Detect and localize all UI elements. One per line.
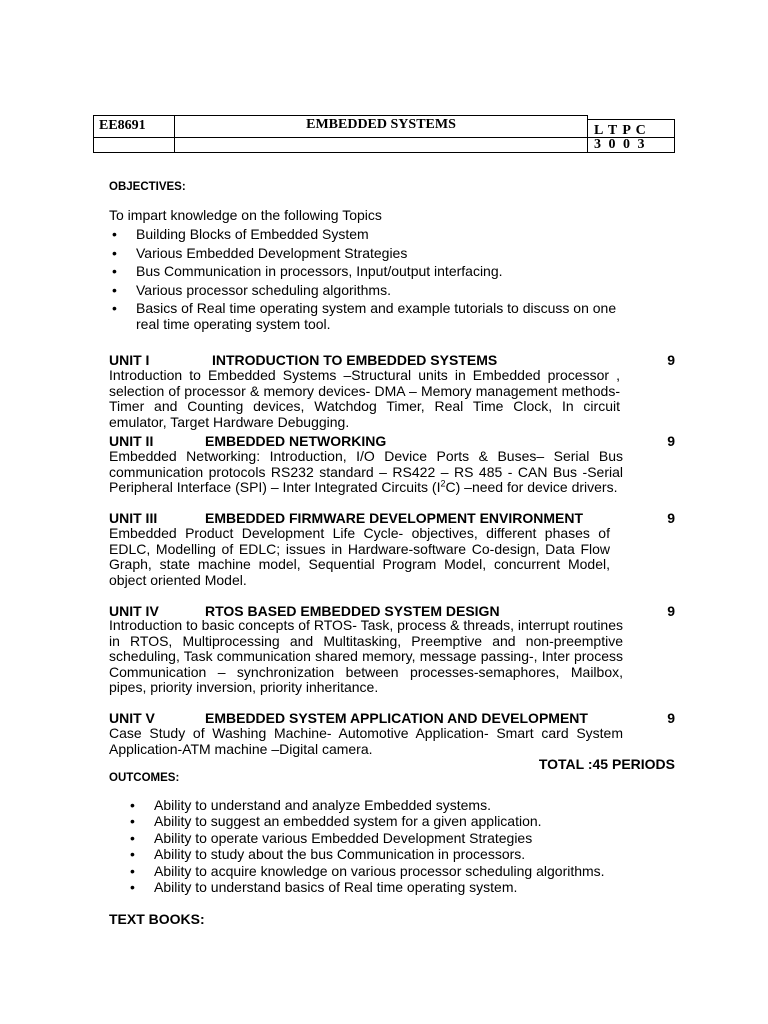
objective-item: • Various processor scheduling algorithms. <box>112 281 391 298</box>
bullet-icon: • <box>130 797 135 813</box>
objective-item: • Basics of Real time operating system and example tutorials to discuss on one real time operating system tool. <box>112 300 617 332</box>
ltpc-label: L T P C <box>594 123 647 138</box>
outcomes-heading: OUTCOMES: <box>109 772 180 784</box>
outcome-item: • Ability to operate various Embedded Development Strategies <box>130 829 533 846</box>
unit-5-content: Case Study of Washing Machine- Automotive Application- Smart card System Application-ATM machine –Digital camera. <box>109 725 623 757</box>
bullet-icon: • <box>112 281 117 298</box>
course-title: EMBEDDED SYSTEMS <box>306 117 456 132</box>
empty-code-cell <box>93 137 175 153</box>
ltpc-label-cell <box>587 119 675 138</box>
outcome-item: • Ability to understand basics of Real time operating system. <box>130 879 518 896</box>
objectives-list <box>108 225 628 332</box>
bullet-icon: • <box>112 226 117 242</box>
bullet-icon: • <box>112 244 117 261</box>
total-periods: TOTAL :45 PERIODS <box>538 756 675 772</box>
unit-title: INTRODUCTION TO EMBEDDED SYSTEMS <box>212 352 498 368</box>
unit-code: UNIT II <box>109 433 154 449</box>
unit-title: EMBEDDED FIRMWARE DEVELOPMENT ENVIRONMENT <box>205 510 584 526</box>
bullet-icon: • <box>112 300 117 316</box>
unit-2-content: Embedded Networking: Introduction, I/O Device Ports & Buses– Serial Bus communication protocols RS232 standard – RS422 – RS 485 - CAN Bus -Serial Peripheral Interface (SPI) – Inter Integrated Circuits $(I^2C)$ –need for device drivers. <box>109 448 623 496</box>
unit-1-content: Introduction to Embedded Systems –Structural units in Embedded processor , selection of processor & memory devices- DMA – Memory management methods- Timer and Counting devices, Watchdog Timer, Real Time Clock, In circuit emulator, Target Hardware Debugging. <box>109 367 620 430</box>
text-books-heading: TEXT BOOKS: <box>109 911 205 927</box>
unit-hours: 9 <box>667 603 675 619</box>
bullet-icon: • <box>112 263 117 279</box>
outcome-item: • Ability to suggest an embedded system for a given application. <box>130 813 542 830</box>
unit-3-content: Embedded Product Development Life Cycle- objectives, different phases of EDLC, Modelling of EDLC; issues in Hardware-software Co-design, Data Flow Graph, state machine model, Sequential Program Model, concurrent Model, object oriented Model. <box>109 525 610 588</box>
course-header-table <box>93 115 675 153</box>
outcome-item: • Ability to acquire knowledge on various processor scheduling algorithms. <box>130 862 605 879</box>
unit-code: UNIT IV <box>109 603 159 619</box>
objective-item: • Various Embedded Development Strategies <box>112 244 408 261</box>
unit-title: RTOS BASED EMBEDDED SYSTEM DESIGN <box>205 603 500 619</box>
ltpc-values: 3 0 0 3 <box>594 137 647 152</box>
outcome-item: • Ability to study about the bus Communication in processors. <box>130 846 526 863</box>
objective-item: • Building Blocks of Embedded System <box>112 226 369 242</box>
unit-code: UNIT I <box>109 352 150 368</box>
bullet-icon: • <box>130 829 135 846</box>
course-title-cell <box>174 115 588 138</box>
empty-title-cell <box>174 137 588 153</box>
unit-hours: 9 <box>667 510 675 526</box>
course-code-cell <box>93 115 175 138</box>
unit-hours: 9 <box>667 710 675 726</box>
objective-item: • Bus Communication in processors, Input/output interfacing. <box>112 263 503 279</box>
bullet-icon: • <box>130 879 135 896</box>
outcome-item: • Ability to understand and analyze Embedded systems. <box>130 797 491 813</box>
bullet-icon: • <box>130 862 135 879</box>
course-code: EE8691 <box>99 118 146 133</box>
objectives-intro: To impart knowledge on the following Topics <box>109 207 382 223</box>
unit-title: EMBEDDED NETWORKING <box>205 433 387 449</box>
bullet-icon: • <box>130 813 135 830</box>
unit-code: UNIT III <box>109 510 158 526</box>
unit-hours: 9 <box>667 352 675 368</box>
bullet-icon: • <box>130 846 135 863</box>
unit-code: UNIT V <box>109 710 155 726</box>
unit-4-content: Introduction to basic concepts of RTOS- Task, process & threads, interrupt routines in RTOS, Multiprocessing and Multitasking, Preemptive and non-preemptive scheduling, Task communication shared memory, message passing-, Inter process Communication – synchronization between processes-semaphores, Mailbox, pipes, priority inversion, priority inheritance. <box>109 617 623 696</box>
unit-title: EMBEDDED SYSTEM APPLICATION AND DEVELOPMENT <box>205 710 588 726</box>
objectives-heading: OBJECTIVES: <box>109 181 186 193</box>
outcomes-list <box>108 797 648 895</box>
ltpc-values-cell <box>587 137 675 153</box>
unit-hours: 9 <box>667 433 675 449</box>
